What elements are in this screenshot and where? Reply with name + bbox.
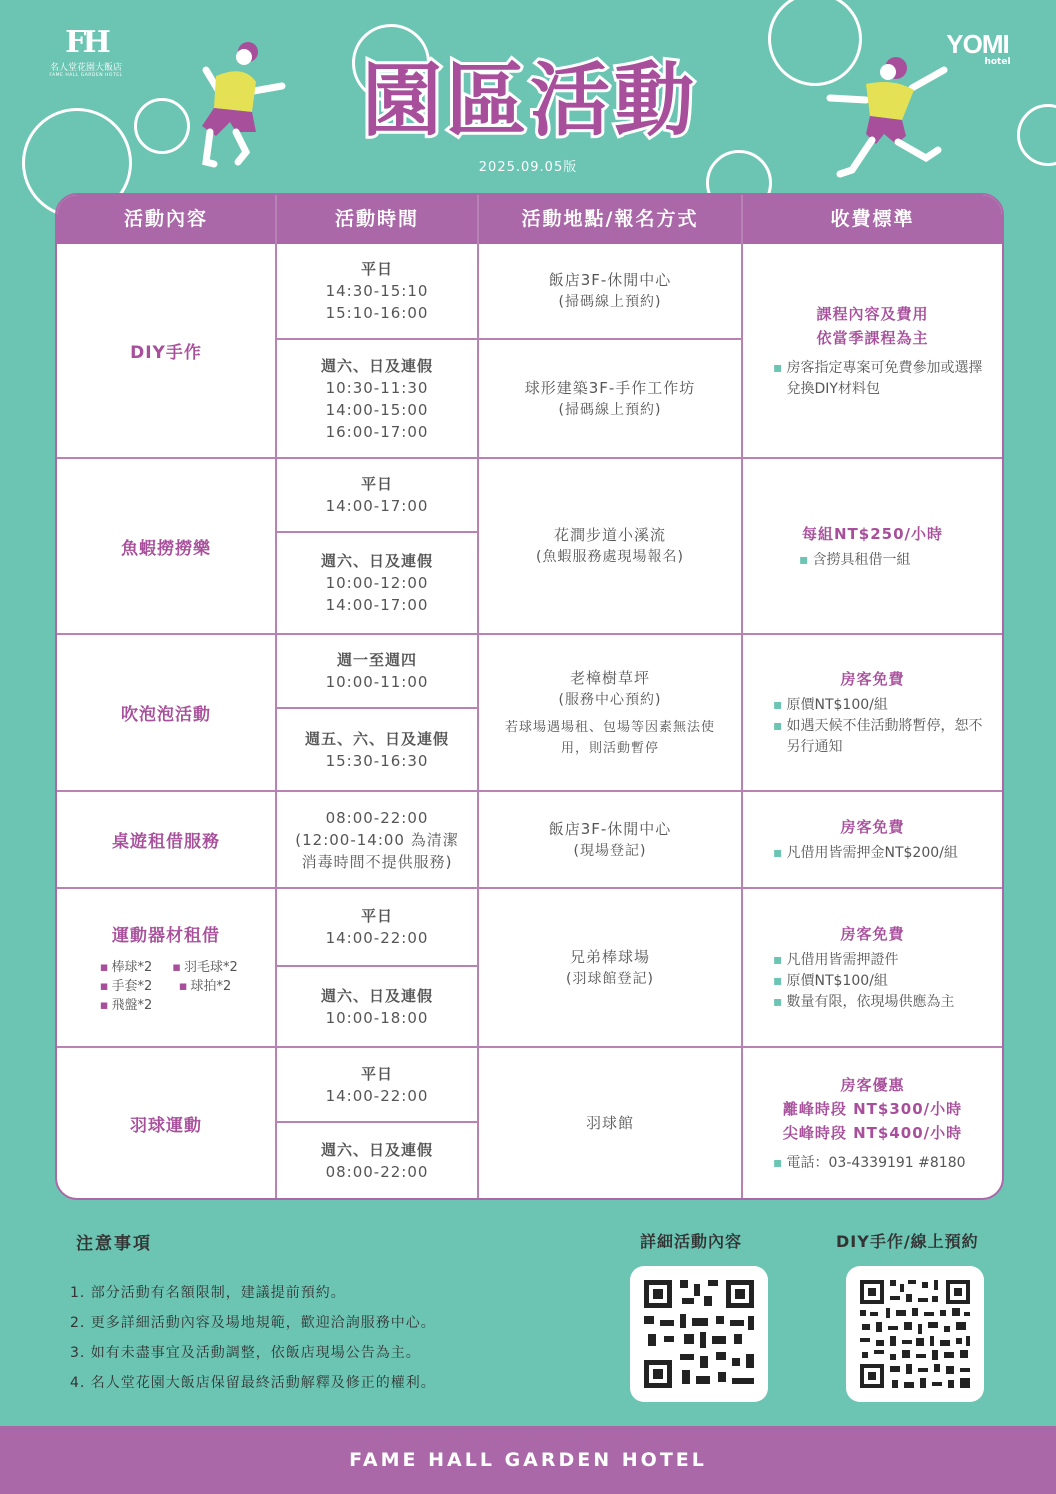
notes-title: 注意事項 bbox=[76, 1234, 152, 1254]
note-item: 4. 名人堂花園大飯店保留最終活動解釋及修正的權利。 bbox=[70, 1375, 436, 1391]
activity-sports-rental: 運動器材租借 bbox=[112, 925, 220, 946]
time-slot: 週一至週四 10:00-11:00 bbox=[325, 651, 429, 691]
equipment-item: ▪ 棒球*2 bbox=[87, 958, 165, 977]
fee-bullet: ▪ 數量有限，依現場供應為主 bbox=[773, 992, 955, 1013]
version-date: 2025.09.05版 bbox=[478, 160, 578, 175]
activity-sports-rental-cell bbox=[57, 889, 275, 1046]
equipment-item: ▪ 飛盤*2 bbox=[87, 996, 165, 1015]
header-location: 活動地點/報名方式 bbox=[521, 208, 699, 230]
table-header bbox=[57, 195, 1002, 244]
qr-label-booking: DIY手作/線上預約 bbox=[836, 1232, 979, 1251]
fame-hall-logo bbox=[34, 25, 138, 78]
time-slot: 08:00-22:00 (12:00-14:00 為清潔 消毒時間不提供服務) bbox=[295, 808, 459, 871]
header-activity: 活動內容 bbox=[123, 208, 208, 230]
time-slot: 平日 14:00-17:00 bbox=[325, 475, 429, 515]
header-fee: 收費標準 bbox=[830, 208, 915, 230]
time-slot: 平日 14:00-22:00 bbox=[325, 907, 429, 947]
equipment-item: ▪ 手套*2 bbox=[87, 977, 165, 996]
fee-cell: 房客免費 ▪ 凡借用皆需押證件 ▪ 原價NT$100/組 ▪ 數量有限，依現場供應為主 bbox=[743, 889, 1002, 1046]
running-person-illustration bbox=[826, 54, 952, 182]
time-slot: 週六、日及連假 10:30-11:30 14:00-15:00 16:00-17:00 bbox=[320, 356, 433, 441]
qr-code-icon bbox=[630, 1266, 768, 1402]
note-item: 3. 如有未盡事宜及活動調整，依飯店現場公告為主。 bbox=[70, 1345, 421, 1361]
qr-label-details: 詳細活動內容 bbox=[640, 1232, 743, 1251]
fee-cell: 課程內容及費用 依當季課程為主 ▪ 房客指定專案可免費參加或選擇兌換DIY材料包 bbox=[743, 244, 1002, 457]
location-cell: 花澗步道小溪流 (魚蝦服務處現場報名) bbox=[536, 526, 684, 565]
yomi-logo-main: YOMI bbox=[946, 29, 1009, 59]
fee-bullet: ▪ 原價NT$100/組 bbox=[773, 695, 888, 716]
fee-bullet: ▪ 凡借用皆需押金NT$200/組 bbox=[773, 843, 958, 864]
time-slot: 週六、日及連假 08:00-22:00 bbox=[320, 1140, 433, 1181]
fame-hall-logo-en: FAME HALL GARDEN HOTEL bbox=[49, 73, 123, 78]
activity-board-games: 桌遊租借服務 bbox=[112, 832, 220, 852]
location-cell: 老樟樹草坪 (服務中心預約) 若球場遇場租、包場等因素無法使用，則活動暫停 bbox=[504, 668, 715, 756]
time-slot: 週六、日及連假 10:00-12:00 14:00-17:00 bbox=[320, 552, 433, 614]
bubble-decoration bbox=[134, 98, 190, 154]
location-cell: 飯店3F-休閒中心 (現場登記) bbox=[548, 819, 672, 859]
qr-code-booking[interactable] bbox=[846, 1266, 984, 1402]
location-cell: 羽球館 bbox=[585, 1114, 634, 1132]
activity-fish-shrimp: 魚蝦撈撈樂 bbox=[121, 538, 211, 559]
activity-bubbles: 吹泡泡活動 bbox=[121, 705, 211, 725]
fee-bullet: ▪ 凡借用皆需押證件 bbox=[773, 950, 899, 971]
fee-cell: 房客優惠 離峰時段 NT$300/小時 尖峰時段 NT$400/小時 ▪ 電話：03-4339191 #8180 bbox=[743, 1048, 1002, 1198]
location-cell: 飯店3F-休閒中心 (掃碼線上預約) bbox=[548, 271, 672, 310]
fee-cell: 房客免費 ▪ 凡借用皆需押金NT$200/組 bbox=[743, 792, 1002, 887]
time-slot: 週六、日及連假 10:00-18:00 bbox=[320, 986, 433, 1027]
activity-badminton: 羽球運動 bbox=[130, 1115, 202, 1136]
activity-schedule-table bbox=[55, 193, 1004, 1200]
equipment-item: ▪ 球拍*2 bbox=[165, 977, 245, 996]
yomi-logo-sub: hotel bbox=[984, 57, 1011, 67]
note-item: 1. 部分活動有名額限制，建議提前預約。 bbox=[70, 1285, 346, 1301]
fee-bullet: ▪ 原價NT$100/組 bbox=[773, 971, 888, 992]
fame-hall-logo-name: 名人堂花園大飯店 bbox=[49, 63, 122, 73]
fee-cell: 每組NT$250/小時 ▪ 含撈具租借一組 bbox=[743, 459, 1002, 633]
page-title: 園區活動 bbox=[362, 54, 698, 147]
note-item: 2. 更多詳細活動內容及場地規範，歡迎洽詢服務中心。 bbox=[70, 1315, 436, 1331]
location-cell: 兄弟棒球場 (羽球館登記) bbox=[566, 947, 654, 987]
time-slot: 平日 14:30-15:10 15:10-16:00 bbox=[325, 260, 429, 322]
time-slot: 週五、六、日及連假 15:30-16:30 bbox=[304, 729, 449, 770]
qr-code-details[interactable] bbox=[630, 1266, 768, 1402]
jumping-person-illustration bbox=[186, 40, 296, 174]
activity-diy: DIY手作 bbox=[130, 343, 202, 363]
sports-equipment-list bbox=[87, 958, 245, 1015]
fee-cell: 房客免費 ▪ 原價NT$100/組 ▪ 如遇天候不佳活動將暫停，恕不另行通知 bbox=[743, 635, 1002, 790]
location-cell: 球形建築3F-手作工作坊 (掃碼線上預約) bbox=[524, 378, 696, 418]
time-slot: 平日 14:00-22:00 bbox=[325, 1064, 429, 1105]
qr-code-icon bbox=[846, 1266, 984, 1402]
equipment-item: ▪ 羽毛球*2 bbox=[165, 958, 245, 977]
header-time: 活動時間 bbox=[334, 208, 419, 230]
footer-banner: FAME HALL GARDEN HOTEL bbox=[0, 1426, 1056, 1494]
bubble-decoration bbox=[1017, 104, 1056, 166]
fee-bullet: ▪ 含撈具租借一組 bbox=[799, 550, 911, 571]
fee-bullet: ▪ 房客指定專案可免費參加或選擇兌換DIY材料包 bbox=[773, 358, 988, 400]
notes-list bbox=[70, 1278, 436, 1398]
fee-bullet: ▪ 電話：03-4339191 #8180 bbox=[773, 1153, 966, 1174]
fame-hall-logo-mark: FH bbox=[65, 25, 107, 60]
fee-bullet: ▪ 如遇天候不佳活動將暫停，恕不另行通知 bbox=[773, 716, 988, 758]
